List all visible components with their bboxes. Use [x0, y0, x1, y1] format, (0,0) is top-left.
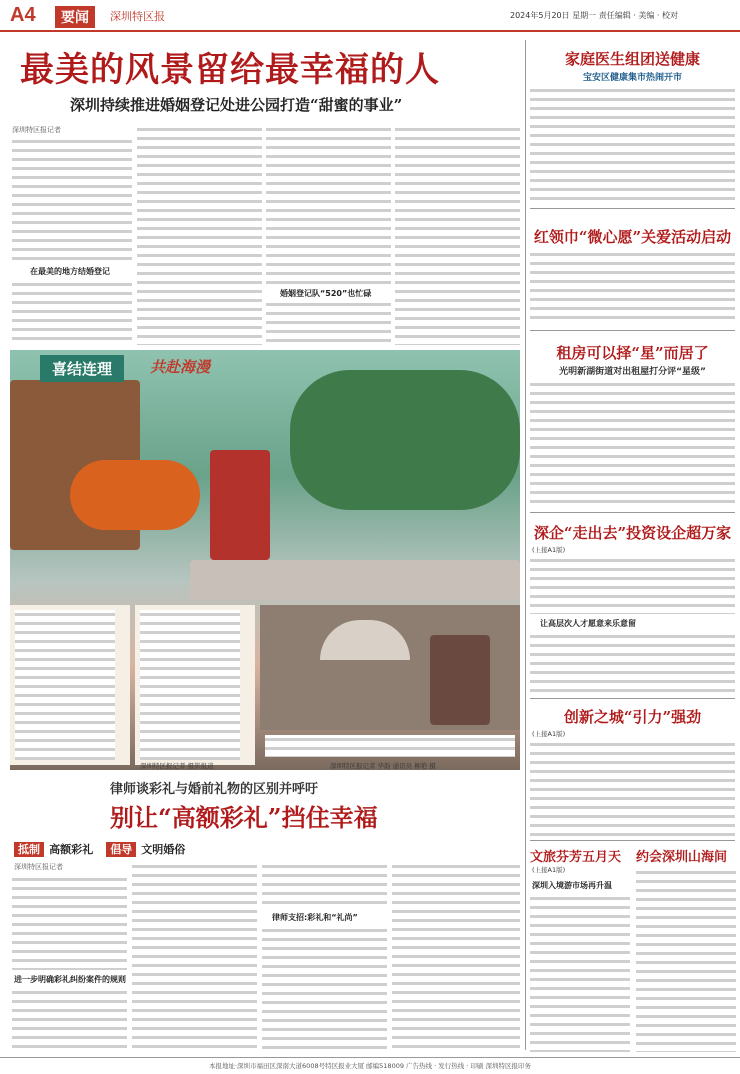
right-article-1-text — [530, 86, 735, 204]
right-article-7-text — [636, 868, 736, 1052]
rule-3 — [530, 512, 735, 513]
photo-lanterns — [70, 460, 200, 530]
photo-section-tag-script: 共赴海漫 — [150, 358, 211, 376]
column-divider — [525, 40, 526, 1050]
article-subhead-1: 在最美的地方结婚登记 — [30, 267, 110, 276]
issue-meta: 2024年5月20日 星期一 责任编辑 · 美编 · 校对 — [510, 11, 678, 20]
page-footer: 本报地址·深圳市福田区深南大道6008号特区报业大厦 邮编518009 广告热线 · 发行热线 · 印刷 深圳特区报印务 — [0, 1057, 740, 1074]
bottom-col-2 — [132, 862, 257, 1052]
article-subhead-2: 婚姻登记队“520”也忙碌 — [280, 289, 372, 298]
bottom-col-4 — [392, 862, 520, 1052]
main-byline: 深圳特区报记者 — [12, 126, 61, 134]
newspaper-logo: 深圳特区报 — [110, 10, 165, 23]
main-subheadline: 深圳持续推进婚姻登记处进公园打造“甜蜜的事业” — [70, 96, 403, 114]
photo-caption-text-3 — [265, 735, 515, 757]
photo-stage — [190, 560, 520, 600]
photo-caption-text-2 — [140, 610, 240, 760]
right-article-6-title: 文旅芬芳五月天 — [530, 850, 622, 865]
rule-4 — [530, 698, 735, 699]
bottom-col-3 — [262, 862, 387, 907]
article-column-1 — [12, 137, 132, 262]
right-article-4-tag: (上接A1版) — [532, 546, 566, 554]
right-article-3-title: 租房可以择“星”而居了 — [556, 344, 709, 362]
right-article-3-text — [530, 380, 735, 506]
slogan-text-1: 高额彩礼 — [49, 843, 94, 856]
article-column-4 — [395, 125, 520, 345]
rule-2 — [530, 330, 735, 331]
main-headline: 最美的风景留给最幸福的人 — [20, 50, 440, 90]
bottom-slogans — [14, 838, 264, 856]
photo-person — [430, 635, 490, 725]
right-article-4-text — [530, 556, 735, 614]
article-column-2 — [137, 125, 262, 345]
right-article-2-text — [530, 250, 735, 324]
photo-trees — [290, 370, 520, 510]
right-article-5-text — [530, 740, 735, 836]
photo-caption-text-1 — [15, 610, 115, 760]
right-article-1-title: 家庭医生组团送健康 — [564, 50, 700, 68]
page-number: A4 — [10, 4, 36, 26]
right-article-3-subtitle: 光明新湖街道对出租屋打分评“星级” — [559, 367, 706, 377]
right-article-7-title: 约会深圳山海间 — [636, 850, 728, 865]
bottom-subheadline: 律师谈彩礼与婚前礼物的区别并呼吁 — [110, 782, 319, 797]
right-article-4-text-2 — [530, 632, 735, 694]
right-article-6-tag: (上接A1版) — [532, 866, 566, 874]
bottom-byline: 深圳特区报记者 — [14, 863, 63, 871]
section-name: 要闻 — [55, 6, 95, 28]
right-article-4-subhead: 让高层次人才愿意来乐意留 — [540, 619, 636, 628]
right-article-1-subtitle: 宝安区健康集市热闹开市 — [582, 73, 682, 83]
bottom-subhead-1: 进一步明确彩礼纠纷案件的规则 — [14, 975, 126, 984]
article-column-3 — [266, 125, 391, 285]
rule-1 — [530, 208, 735, 209]
right-article-4-title: 深企“走出去”投资设企超万家 — [533, 524, 732, 542]
bottom-col-1b — [12, 988, 127, 1053]
article-column-1b — [12, 280, 132, 345]
photo-caption-credit-2: 深圳特区报记者 毕韵 通讯员 柳艳 摄 — [330, 762, 436, 770]
right-article-5-tag: (上接A1版) — [532, 730, 566, 738]
right-article-6-subhead: 深圳入境游市场再升温 — [532, 881, 612, 890]
rule-5 — [530, 840, 735, 841]
slogan-chip-2: 倡导 — [106, 842, 136, 857]
bottom-headline: 别让“高额彩礼”挡住幸福 — [110, 803, 378, 832]
bottom-subhead-2: 律师支招:彩礼和“礼尚” — [272, 913, 358, 922]
slogan-text-2: 文明婚俗 — [141, 843, 186, 856]
photo-couple — [210, 450, 270, 560]
photo-section-tag: 喜结连理 — [40, 355, 124, 382]
bottom-col-3b — [262, 926, 387, 1052]
right-article-6-text — [530, 894, 630, 1052]
photo-caption-credit: 深圳特区报记者 摄影报道 — [140, 762, 214, 770]
right-article-2-title: 红领巾“微心愿”关爱活动启动 — [533, 228, 732, 246]
right-article-5-title: 创新之城“引力”强劲 — [563, 708, 702, 726]
article-column-3b — [266, 300, 391, 345]
slogan-chip-1: 抵制 — [14, 842, 44, 857]
bottom-col-1 — [12, 875, 127, 970]
